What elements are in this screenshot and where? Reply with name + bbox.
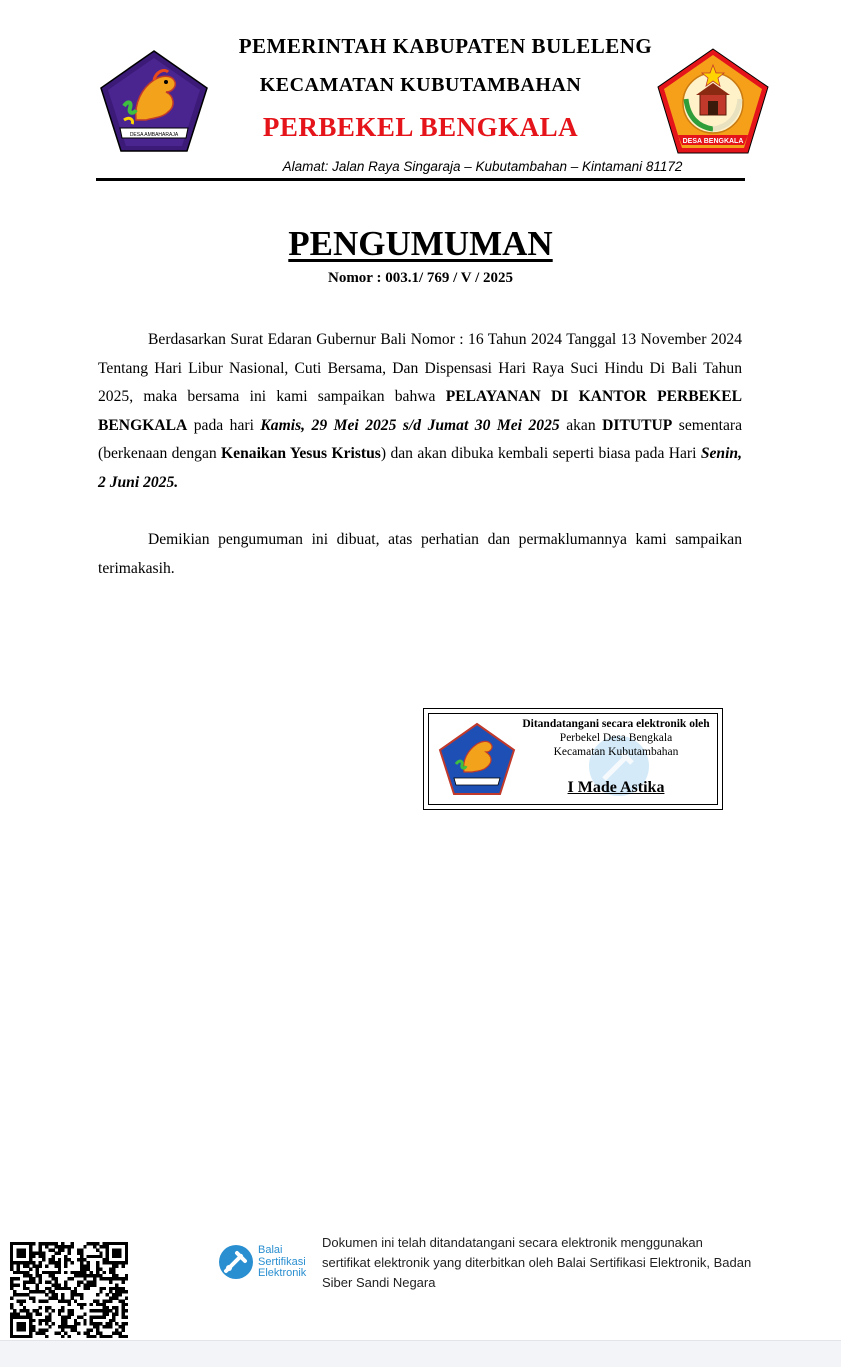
bsre-logo-text [258, 1245, 306, 1280]
para1-text: sementara (berkenaan dengan [98, 416, 743, 463]
signature-regency-logo [438, 722, 516, 796]
signature-position: Perbekel Desa Bengkala [559, 732, 673, 744]
signature-statement: Ditandatangani secara elektronik oleh [522, 718, 710, 730]
para1-holiday: Kenaikan Yesus Kristus [221, 445, 381, 463]
left-logo-banner: DESA AMBAHARAJA [129, 132, 179, 138]
closing-paragraph [98, 526, 742, 583]
signature-district: Kecamatan Kubutambahan [553, 746, 679, 758]
viewer-bottom-bar [0, 1340, 841, 1367]
bsre-text-line: Sertifikasi [258, 1255, 306, 1268]
footer-certification-note: Dokumen ini telah ditandatangani secara elektronik menggunakan sertifikat elektronik yang diterbitkan oleh Balai Sertifikasi Elektronik, Badan Siber Sandi Negara [322, 1235, 752, 1290]
closing-text: Demikian pengumuman ini dibuat, atas perhatian dan permaklumannya kami sampaikan terimakasih. [98, 531, 742, 577]
right-logo-banner: DESA BENGKALA [682, 138, 744, 145]
bsre-text-line: Balai [258, 1244, 283, 1256]
para1-reopen-date: Senin, 2 Juni 2025. [98, 445, 742, 491]
para1-closure-dates: Kamis, 29 Mei 2025 s/d Jumat 30 Mei 2025 [260, 416, 560, 434]
document-number: Nomor : 003.1/ 769 / V / 2025 [327, 270, 513, 286]
bsre-text-line: Elektronik [258, 1267, 307, 1279]
para1-text: akan [559, 416, 603, 434]
header-village-head: PERBEKEL BENGKALA [262, 112, 579, 142]
header-district: KECAMATAN KUBUTAMBAHAN [259, 74, 582, 96]
bengkala-village-logo [656, 47, 770, 155]
para1-text: pada hari [187, 416, 261, 434]
bsre-logo-icon [217, 1243, 255, 1281]
header-government: PEMERINTAH KABUPATEN BULELENG [238, 34, 653, 58]
para1-text: ) dan akan dibuka kembali seperti biasa pada Hari [380, 445, 701, 463]
para1-text: Berdasarkan Surat Edaran Gubernur Bali Nomor : 16 Tahun 2024 Tanggal 13 November 2024 Tentang Hari Libur Nasional, Cuti Bersama, Dan Dispensasi Hari Raya Suci Hindu Di Bali Tahun 2025, maka bersama ini kami sampaikan bahwa [98, 331, 742, 406]
header-address: Alamat: Jalan Raya Singaraja – Kubutambahan – Kintamani 81172 [282, 159, 683, 174]
para1-service-office: PELAYANAN DI KANTOR PERBEKEL BENGKALA [98, 388, 742, 434]
electronic-signature-box [423, 708, 723, 810]
header-divider [96, 178, 745, 181]
announcement-paragraph [98, 326, 742, 498]
para1-closed: DITUTUP [602, 416, 673, 434]
verification-qr-code[interactable] [10, 1242, 128, 1338]
document-title: PENGUMUMAN [288, 224, 553, 263]
signatory-name: I Made Astika [567, 779, 665, 796]
